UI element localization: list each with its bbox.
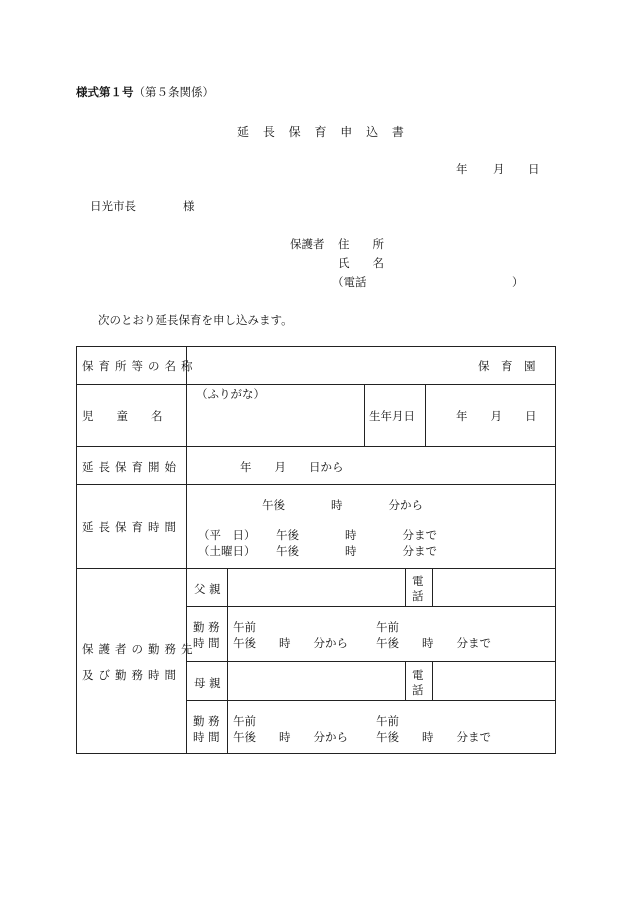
hours-from: 午後 時 分から (262, 498, 423, 512)
honorific: 様 (183, 199, 195, 213)
dob-value: 年 月 日 (456, 409, 537, 423)
saturday-label: （土曜日） (198, 544, 256, 558)
mother-work-time-label-1: 勤 務 (193, 714, 220, 728)
date-day: 日 (528, 162, 540, 176)
row-divider (76, 568, 556, 569)
row-divider (186, 606, 556, 607)
name-label: 氏 名 (338, 256, 384, 270)
column-divider (432, 661, 433, 700)
father-work-time-label-1: 勤 務 (193, 620, 220, 634)
work-label-1: 保護者の勤務先 (82, 642, 198, 656)
dob-label: 生年月日 (369, 409, 415, 423)
row-divider (76, 484, 556, 485)
mother-label: 母 親 (194, 676, 221, 690)
addressee: 日光市長 (90, 199, 136, 213)
weekday-until: 午後 時 分まで (276, 528, 437, 542)
furigana-label: （ふりがな） (196, 387, 265, 401)
mother-work-time-label-2: 時 間 (193, 730, 220, 744)
column-divider (364, 384, 365, 446)
start-label: 延長保育開始 (82, 460, 181, 474)
column-divider (186, 346, 187, 754)
column-divider (425, 384, 426, 446)
form-number: 様式第１号 (76, 85, 134, 99)
row-divider (76, 384, 556, 385)
father-label: 父 親 (194, 582, 221, 596)
father-am-1: 午前 (233, 620, 256, 634)
form-number-line (76, 84, 214, 100)
work-label-2: 及び勤務時間 (82, 668, 181, 682)
father-pm-from: 午後 時 分から (233, 636, 348, 650)
start-value: 年 月 日から (240, 460, 344, 474)
father-phone-label-2: 話 (412, 589, 424, 603)
intro-text: 次のとおり延長保育を申し込みます。 (98, 313, 293, 327)
saturday-until: 午後 時 分まで (276, 544, 437, 558)
mother-phone-label-1: 電 (412, 668, 424, 682)
facility-suffix: 保 育 園 (478, 359, 536, 373)
column-divider (405, 568, 406, 606)
child-label: 児 童 名 (82, 409, 163, 423)
weekday-label: （平 日） (198, 528, 256, 542)
mother-phone-label-2: 話 (412, 683, 424, 697)
father-pm-until: 午後 時 分まで (376, 636, 491, 650)
date-year: 年 (456, 162, 468, 176)
column-divider (227, 568, 228, 754)
hours-label: 延長保育時間 (82, 520, 181, 534)
guardian-label: 保護者 (290, 237, 325, 251)
row-divider (186, 661, 556, 662)
phone-close: ） (512, 275, 524, 289)
address-label: 住 所 (338, 237, 384, 251)
row-divider (76, 446, 556, 447)
row-divider (186, 700, 556, 701)
father-phone-label-1: 電 (412, 574, 424, 588)
form-relation: （第５条関係） (133, 85, 214, 99)
mother-pm-until: 午後 時 分まで (376, 730, 491, 744)
facility-label: 保育所等の名称 (82, 359, 198, 373)
column-divider (405, 661, 406, 700)
mother-am-2: 午前 (376, 714, 399, 728)
form-title: 延 長 保 育 申 込 書 (237, 125, 409, 139)
father-am-2: 午前 (376, 620, 399, 634)
column-divider (432, 568, 433, 606)
father-work-time-label-2: 時 間 (193, 636, 220, 650)
date-month: 月 (493, 162, 505, 176)
mother-pm-from: 午後 時 分から (233, 730, 348, 744)
mother-am-1: 午前 (233, 714, 256, 728)
phone-open: （電話 (332, 275, 367, 289)
